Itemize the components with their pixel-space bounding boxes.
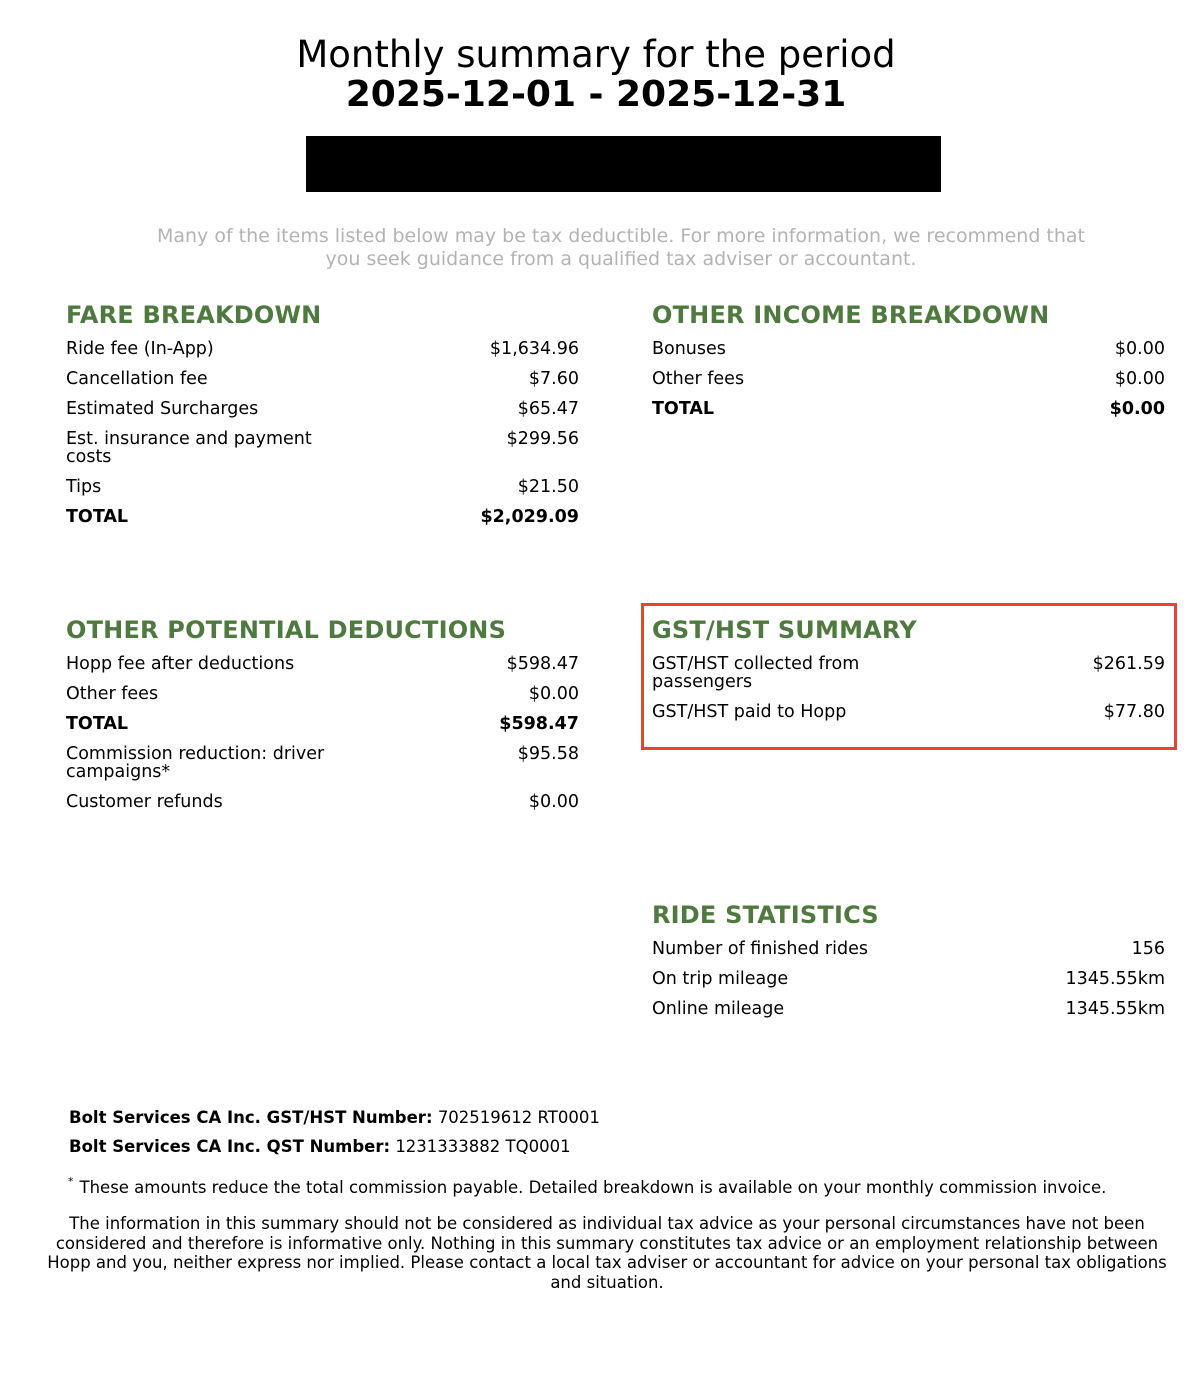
row-label: GST/HST paid to Hopp bbox=[652, 702, 847, 722]
tax-number-label: Bolt Services CA Inc. GST/HST Number: bbox=[69, 1108, 433, 1127]
row-value: $1,634.96 bbox=[489, 339, 579, 359]
table-row bbox=[66, 685, 579, 703]
row-label: Number of finished rides bbox=[652, 939, 868, 959]
deductions-section bbox=[66, 615, 579, 823]
table-row bbox=[652, 340, 1165, 358]
footnote-text: These amounts reduce the total commission payable. Detailed breakdown is available on your monthly commission invoice. bbox=[79, 1178, 1107, 1197]
table-row bbox=[66, 655, 579, 673]
row-label: Other fees bbox=[652, 369, 745, 389]
row-value: $65.47 bbox=[517, 399, 579, 419]
section-title: OTHER POTENTIAL DEDUCTIONS bbox=[66, 616, 507, 644]
qst-number bbox=[69, 1137, 571, 1157]
row-value: 1345.55km bbox=[1065, 969, 1165, 989]
footnote-marker: * bbox=[68, 1175, 74, 1188]
row-label: Other fees bbox=[66, 684, 159, 704]
table-row bbox=[66, 430, 579, 466]
tax-number-value: 702519612 RT0001 bbox=[437, 1108, 600, 1127]
fare-breakdown-section bbox=[66, 300, 579, 538]
table-row bbox=[66, 793, 579, 811]
row-label: Tips bbox=[66, 477, 102, 497]
tax-number-value: 1231333882 TQ0001 bbox=[395, 1137, 571, 1156]
ride-stats-section bbox=[652, 900, 1165, 1030]
row-label: Ride fee (In-App) bbox=[66, 339, 214, 359]
row-value: 1345.55km bbox=[1065, 999, 1165, 1019]
row-label: Bonuses bbox=[652, 339, 726, 359]
row-value: $2,029.09 bbox=[480, 507, 579, 527]
row-value: $0.00 bbox=[1114, 339, 1165, 359]
table-row bbox=[652, 703, 1165, 721]
row-label: Customer refunds bbox=[66, 792, 223, 812]
intro-note: Many of the items listed below may be tax deductible. For more information, we recommend that you seek guidance from a qualified tax adviser or accountant. bbox=[156, 225, 1086, 270]
disclaimer: The information in this summary should not be considered as individual tax advice as your personal circumstances have not been considered and therefore is informative only. Nothing in this summary constitutes tax advice or an employment relationship between Hopp and you, neither express nor implied. Please contact a local tax adviser or accountant for advice on your personal tax obligations and situation. bbox=[47, 1214, 1167, 1292]
page-title: Monthly summary for the period bbox=[296, 33, 896, 76]
table-row bbox=[652, 970, 1165, 988]
table-row bbox=[652, 370, 1165, 388]
row-value: $7.60 bbox=[528, 369, 579, 389]
row-label: TOTAL bbox=[652, 399, 715, 419]
row-value: 156 bbox=[1131, 939, 1165, 959]
redacted-block bbox=[306, 136, 941, 192]
row-label: Cancellation fee bbox=[66, 369, 208, 389]
table-row bbox=[66, 370, 579, 388]
row-value: $598.47 bbox=[506, 654, 579, 674]
total-row bbox=[66, 508, 579, 526]
row-value: $77.80 bbox=[1103, 702, 1165, 722]
row-value: $299.56 bbox=[506, 429, 579, 449]
row-label: TOTAL bbox=[66, 714, 129, 734]
total-row bbox=[652, 400, 1165, 418]
row-value: $598.47 bbox=[499, 714, 579, 734]
period-range: 2025-12-01 - 2025-12-31 bbox=[345, 74, 847, 115]
table-row bbox=[652, 940, 1165, 958]
row-label: GST/HST collected from passengers bbox=[652, 654, 860, 692]
table-row bbox=[66, 478, 579, 496]
row-label: Est. insurance and payment costs bbox=[66, 429, 312, 467]
row-value: $21.50 bbox=[517, 477, 579, 497]
section-title: GST/HST SUMMARY bbox=[652, 616, 917, 644]
tax-number-label: Bolt Services CA Inc. QST Number: bbox=[69, 1137, 391, 1156]
section-title: OTHER INCOME BREAKDOWN bbox=[652, 301, 1050, 329]
row-value: $261.59 bbox=[1092, 654, 1165, 674]
row-label: On trip mileage bbox=[652, 969, 789, 989]
table-row bbox=[652, 655, 1165, 691]
other-income-section bbox=[652, 300, 1165, 430]
row-value: $0.00 bbox=[528, 792, 579, 812]
row-label: Hopp fee after deductions bbox=[66, 654, 295, 674]
table-row bbox=[66, 400, 579, 418]
row-label: TOTAL bbox=[66, 507, 129, 527]
table-row bbox=[66, 340, 579, 358]
section-title: RIDE STATISTICS bbox=[652, 901, 879, 929]
section-title: FARE BREAKDOWN bbox=[66, 301, 322, 329]
row-value: $0.00 bbox=[1109, 399, 1165, 419]
row-value: $0.00 bbox=[1114, 369, 1165, 389]
row-label: Estimated Surcharges bbox=[66, 399, 259, 419]
table-row bbox=[652, 1000, 1165, 1018]
total-row bbox=[66, 715, 579, 733]
gst-summary-section bbox=[652, 615, 1165, 733]
row-value: $0.00 bbox=[528, 684, 579, 704]
table-row bbox=[66, 745, 579, 781]
row-value: $95.58 bbox=[517, 744, 579, 764]
row-label: Commission reduction: driver campaigns* bbox=[66, 744, 325, 782]
footnote bbox=[68, 1172, 1106, 1198]
gst-hst-number bbox=[69, 1108, 600, 1128]
row-label: Online mileage bbox=[652, 999, 785, 1019]
